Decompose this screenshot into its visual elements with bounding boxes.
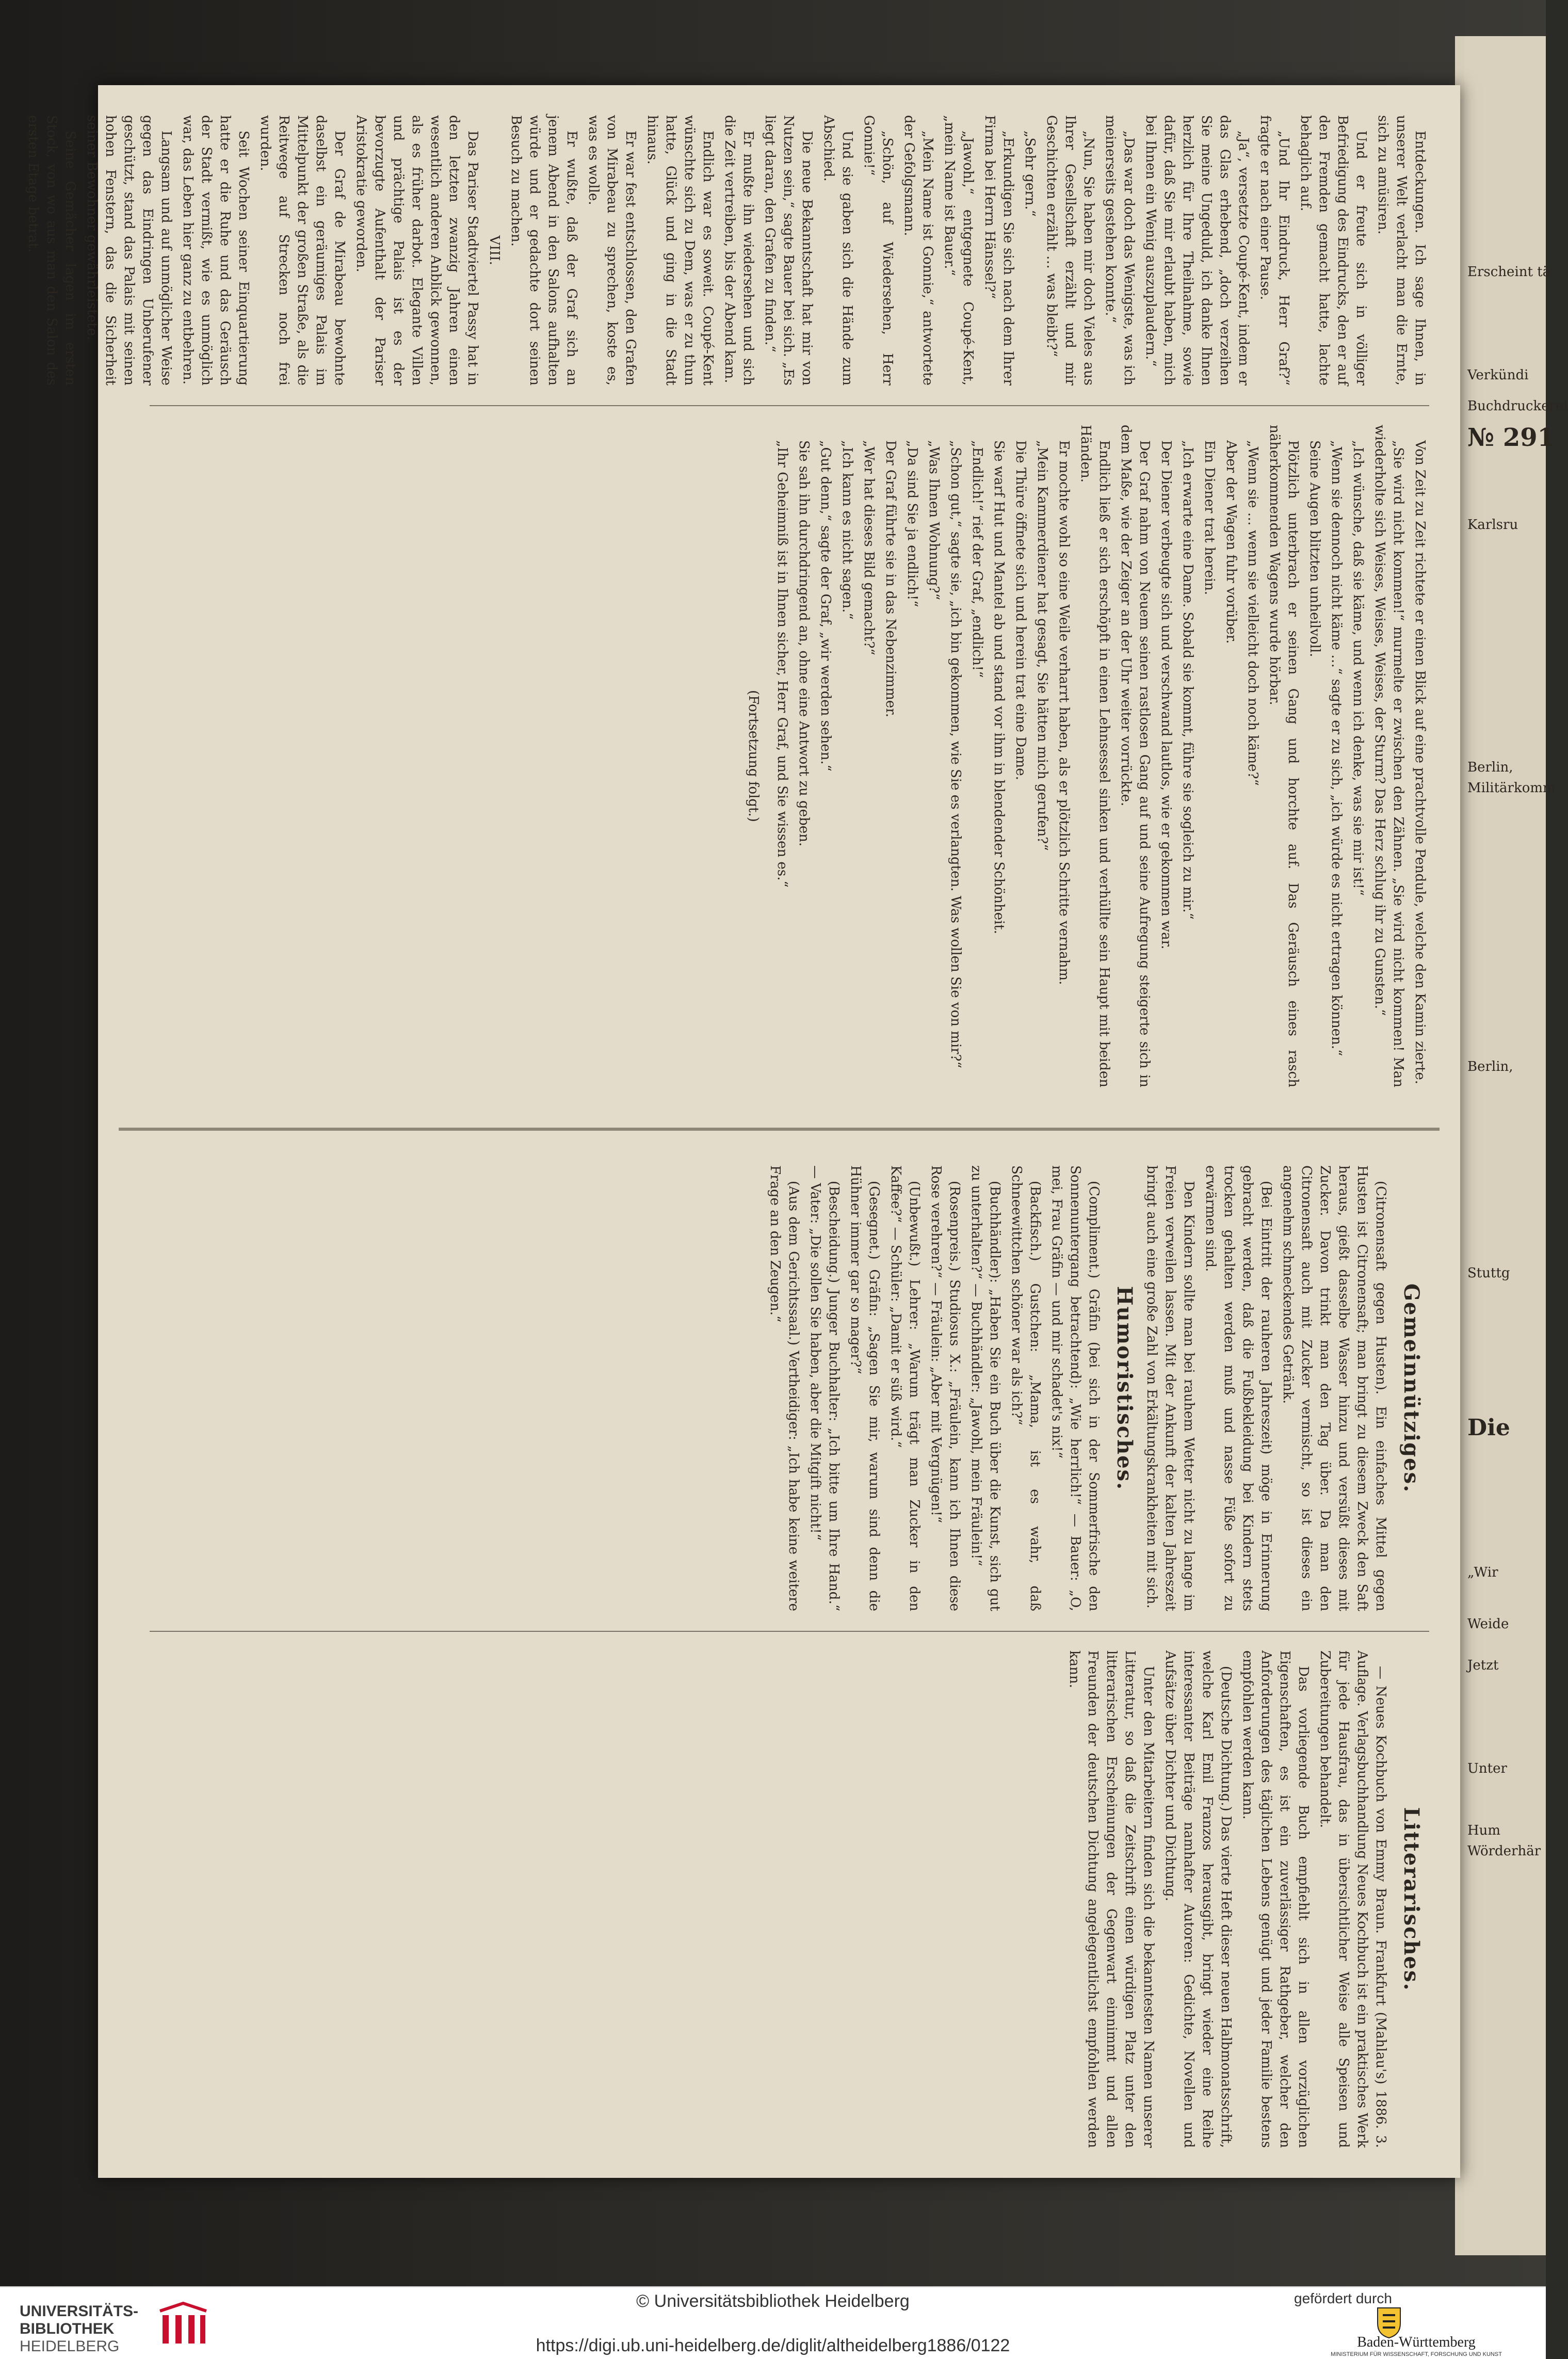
text-column-miscellany — [139, 1156, 1429, 1620]
paragraph: „Mein Name ist Gonnie,“ antwortete der Gefolgsmann. — [901, 115, 935, 386]
paragraph: Er mußte ihn wiedersehen und sich die Zeit vertreiben, bis der Abend kam. — [722, 115, 756, 386]
joke-paragraph: (Unbewußt.) Lehrer: „Warum trägt man Zucker in den Kaffee?“ — Schüler: „Damit er süß wird.“ — [888, 1165, 922, 1611]
paragraph: Ein Diener trat herein. — [1202, 440, 1217, 596]
paragraph: „Was Ihnen Wohnung?“ — [926, 440, 942, 600]
paragraph: „Schön, auf Wiedersehen, Herr Gonnie!“ — [861, 115, 895, 386]
paragraph: „Wer hat dieses Bild gemacht?“ — [861, 440, 877, 655]
paragraph: Der Graf führte sie in das Nebenzimmer. — [883, 440, 898, 717]
page-fold — [119, 1128, 1440, 1131]
paragraph: „Mein Kammerdiener hat gesagt, Sie hätten mich gerufen?“ — [1034, 440, 1050, 851]
text-column-serial-2 — [139, 415, 1429, 1097]
paragraph: Der Graf de Mirabeau bewohnte daselbst ein geräumiges Palais im Mittelpunkt der großen Straße, als die Reitwege auf Strecken noch frei wurden. — [257, 115, 347, 386]
paragraph: „Erkundigen Sie sich nach dem Ihrer Firma bei Herrn Hänssel?“ — [982, 115, 1016, 386]
paragraph: Entdeckungen. Ich sage Ihnen, in unserer Welt verlacht man die Ernte, sich zu amüsiren. — [1375, 115, 1428, 386]
joke-paragraph: (Compliment.) Gräfin (bei sich in der Sommerfrische den Sonnenuntergang betrachtend): „Wie herrlich!“ — Bauer: „O, mei, Frau Gräfin — und mir schadet's nix!“ — [1049, 1165, 1102, 1611]
paragraph: (Citronensaft gegen Husten). Ein einfaches Mittel gegen Husten ist Citronensaft; man bringt zu diesem Zweck den Saft heraus, gießt dasselbe Wasser hinzu und versüßt dieses mit Zucker. Davon trinkt man den Tag über. Da man den Citronensaft auch mit Zucker vermischt, so ist dieses ein angenehm schmeckendes Getränk. — [1280, 1165, 1388, 1611]
paragraph: „Jawohl,“ entgegnete Coupé-Kent, „mein Name ist Bauer.“ — [942, 115, 976, 386]
library-name-line: BIBLIOTHEK — [20, 2320, 115, 2337]
joke-paragraph: (Bescheidung.) Junger Buchhalter: „Ich bitte um Ihre Hand.“ — Vater: „Die sollen Sie haben, aber die Mitgift nicht!“ — [807, 1165, 842, 1611]
paragraph: Die neue Bekanntschaft hat mir von Nutzen sein,“ sagte Bauer bei sich. „Es liegt daran, den Grafen zu finden.“ — [762, 115, 815, 386]
strip-text: Jetzt — [1467, 1658, 1499, 1673]
rotated-page-content — [25, 85, 1460, 2178]
paragraph: Seit Wochen seiner Einquartierung hatte er die Ruhe und das Geräusch der Stadt vermißt, wie es unmöglich war, das Leben hier ganz zu entbehren. — [180, 115, 251, 386]
strip-text: Hum — [1467, 1823, 1501, 1838]
strip-text: Die — [1467, 1415, 1510, 1441]
paragraph: „Nun, Sie haben mir doch Vieles aus Ihrer Gesellschaft erzählt und mir Geschichten erzählt … was bleibt?“ — [1044, 115, 1096, 386]
strip-text: Berlin, — [1467, 1059, 1513, 1074]
paragraph: Seine Augen blitzten unheilvoll. — [1307, 440, 1322, 657]
paragraph: Aber der Wagen fuhr vorüber. — [1223, 440, 1239, 644]
strip-text: „Wir — [1467, 1565, 1498, 1580]
paragraph: Seine Gemächer lagen im ersten Stock, von wo aus man den Salon des ersten Etage betrat. — [25, 115, 78, 386]
paragraph: Das Pariser Stadtviertel Passy hat in den letzten zwanzig Jahren einen wesentlich anderen Anblick gewonnen, als es früher darbot. Elegante Villen und prächtige Palais ist es der bevorzugte Aufenthalt der Pariser Aristokratie geworden. — [353, 115, 480, 386]
column-divider — [150, 405, 1429, 406]
strip-text: Unter — [1467, 1761, 1507, 1776]
strip-text: Stuttg — [1467, 1265, 1510, 1281]
strip-issue-number: № 291 — [1467, 423, 1555, 452]
joke-paragraph: (Backfisch.) Gustchen: „Mama, ist es wahr, daß Schneewittchen schöner war als ich?“ — [1009, 1165, 1043, 1611]
paragraph: „Schon gut,“ sagte sie, „ich bin gekommen, wie Sie es verlangten. Was wollen Sie von mir?“ — [948, 440, 963, 1068]
paragraph: „Endlich!“ rief der Graf, „endlich!“ — [969, 440, 985, 678]
paragraph: Die Thüre öffnete sich und herein trat eine Dame. — [1013, 440, 1028, 780]
ministry-name: MINISTERIUM FÜR WISSENSCHAFT, FORSCHUNG UND KUNST — [1331, 2351, 1502, 2357]
paragraph: (Deutsche Dichtung.) Das vierte Heft dieser neuen Halbmonatsschrift, welche Karl Emil Franzos herausgibt, bringt wieder eine Reihe interessanter Beiträge namhafter Autoren: Gedichte, Novellen und Aufsätze über Dichter und Dichtung. — [1162, 1650, 1234, 2148]
paragraph: Sie warf Hut und Mantel ab und stand vor ihm in blendender Schönheit. — [991, 440, 1007, 935]
paragraph: Endlich war es soweit. Coupé-Kent wünschte sich zu Dem, was er zu thun hatte, Glück und ging in die Stadt hinaus. — [644, 115, 716, 386]
text-column-serial-1 — [25, 106, 1429, 395]
paragraph: Den Kindern sollte man bei rauhem Wetter nicht zu lange im Freien verweilen lassen. Mit der Ankunft der kalten Jahreszeit bringt auch eine große Zahl von Erkältungskrankheiten mit sich. — [1144, 1165, 1197, 1611]
section-numeral: VIII. — [487, 235, 502, 265]
page-url-link[interactable]: https://digi.ub.uni-heidelberg.de/diglit/altheidelberg1886/0122 — [536, 2336, 1010, 2355]
paragraph: „Und Ihr Eindruck, Herr Graf?“ fragte er nach einer Pause. — [1257, 115, 1291, 386]
paragraph: „Gut denn,“ sagte der Graf, „wir werden sehen.“ — [818, 440, 833, 772]
strip-text: Karlsru — [1467, 517, 1518, 533]
section-heading-humoristisches: Humoristisches. — [1112, 1286, 1137, 1491]
paragraph: Und er freute sich in völliger Befriedigung des Eindrucks, den er auf den Fremden gemacht hatte, lachte behaglich auf. — [1298, 115, 1369, 386]
library-name-line: HEIDELBERG — [20, 2338, 120, 2355]
paragraph: „Ja“, versetzte Coupé-Kent, indem er das Glas erhebend, „doch verzeihen Sie meine Ungeduld, ich danke Ihnen herzlich für Ihre Theilnahme, sowie dafür, daß Sie mir erlaubt haben, mich bei Ihnen ein Wenig auszuplaudern.“ — [1143, 115, 1251, 386]
joke-paragraph: (Aus dem Gerichtssaal.) Vertheidiger: „Ich habe keine weitere Frage an den Zeugen.“ — [767, 1165, 801, 1611]
joke-paragraph: (Rosenpreis.) Studiosus X.: „Fräulein, kann ich Ihnen diese Rose verehren?“ — Fräulein: „Aber mit Vergnügen!“ — [928, 1165, 962, 1611]
paragraph: — Neues Kochbuch von Emmy Braun. Frankfurt (Mahlau's) 1886. 3. Auflage. Verlagsbuchhandlung Neues Kochbuch ist ein praktisches Werk für jede Hausfrau, das in übersichtlicher Weise alle Speisen und Zubereitungen behandelt. — [1317, 1650, 1388, 2148]
paragraph: „Wenn sie dennoch nicht käme …“ sagte er zu sich, „ich würde es nicht ertragen können.“ — [1329, 440, 1344, 1056]
paragraph: Langsam und auf unmöglicher Weise gegen das Eindringen Unberufener geschützt, stand das Palais mit seinen hohen Fenstern, das die Sicherheit seiner Bewohner gewährleistete. — [84, 115, 174, 386]
adjacent-page-strip — [1464, 36, 1568, 2250]
paragraph: „Wenn sie … wenn sie vielleicht doch noch käme?“ — [1245, 440, 1260, 786]
strip-text: Buchdruckerei — [1467, 398, 1568, 414]
paragraph: Das vorliegende Buch empfiehlt sich in allen vorzüglichen Eigenschaften, es ist ein zuverlässiger Rathgeber, welcher den Anforderungen des täglichen Lebens genügt und jeder Familie bestens empfohlen werden kann. — [1240, 1650, 1311, 2148]
page-half-bottom — [98, 1146, 1460, 2178]
section-heading-gemeinnuetziges: Gemeinnütziges. — [1399, 1283, 1424, 1494]
paragraph: Er mochte wohl so eine Weile verharrt haben, als er plötzlich Schritte vernahm. — [1056, 440, 1072, 985]
paragraph: „Da sind Sie ja endlich!“ — [904, 440, 920, 607]
strip-text: Verkündi — [1467, 367, 1529, 383]
paragraph: „Das war doch das Wenigste, was ich meinerseits gestehen konnte.“ — [1103, 115, 1137, 386]
viewer-footer — [0, 2286, 1546, 2359]
funding-label: gefördert durch — [1294, 2290, 1392, 2306]
paragraph: „Ich wünsche, daß sie käme, und wenn ich denke, was sie mir ist!“ — [1350, 440, 1366, 896]
library-name-line: UNIVERSITÄTS- — [20, 2303, 139, 2320]
paragraph: Und sie gaben sich die Hände zum Abschied. — [821, 115, 855, 386]
newspaper-page — [25, 85, 1460, 2178]
paragraph: Der Diener verbeugte sich und verschwand lautlos, wie er gekommen war. — [1158, 440, 1174, 950]
paragraph: „Ihr Geheimniß ist in Ihnen sicher, Herr Graf, und Sie wissen es.“ — [774, 440, 790, 888]
paragraph: Er war fest entschlossen, den Grafen von Mirabeau zu sprechen, koste es, was es wolle. — [586, 115, 638, 386]
section-heading-litterarisches: Litterarisches. — [1399, 1807, 1424, 1992]
text-column-literature — [139, 1641, 1429, 2157]
paragraph: „Sehr gern.“ — [1022, 131, 1038, 217]
joke-paragraph: (Gesegnet.) Gräfin: „Sagen Sie mir, warum sind denn die Hühner immer gar so mager?“ — [848, 1165, 882, 1611]
paragraph: Endlich ließ er sich erschöpft in einen Lehnsessel sinken und verhüllte sein Haupt mit beiden Händen. — [1078, 425, 1112, 1087]
paragraph: Von Zeit zu Zeit richtete er einen Blick auf eine prachtvolle Pendule, welche den Kamin zierte. — [1412, 440, 1428, 1084]
continuation-note: (Fortsetzung folgt.) — [746, 690, 761, 822]
paragraph: Plötzlich unterbrach er seinen Gang und horchte auf. Das Geräusch eines rasch näherkommenden Wagens wurde hörbar. — [1267, 425, 1301, 1087]
paragraph: Sie sah ihn durchdringend an, ohne eine Antwort zu geben. — [796, 440, 812, 847]
column-divider — [150, 1631, 1429, 1632]
paragraph: „Sie wird nicht kommen!“ murmelte er zwischen den Zähnen. „Sie wird nicht kommen! Man wiederholte sich Weises, Weises, Weises, der Sturm? Das Herz schlug ihr zu Gunsten.“ — [1372, 425, 1406, 1087]
paragraph: Unter den Mitarbeitern finden sich die bekanntesten Namen unserer Litteratur, so daß die Zeitschrift einen würdigen Platz unter den litterarischen Erscheinungen der Gegenwart einnimmt und allen Freunden der deutschen Dichtung angelegentlichst empfohlen werden kann. — [1066, 1650, 1156, 2148]
joke-paragraph: (Buchhändler): „Haben Sie ein Buch über die Kunst, sich gut zu unterhalten?“ — Buchhändler: „Jawohl, mein Fräulein!“ — [968, 1165, 1003, 1611]
paragraph: Er wußte, daß der Graf sich an jenem Abend in den Salons aufhalten würde und er gedachte dort seinen Besuch zu machen. — [508, 115, 579, 386]
state-name: Baden-Württemberg — [1357, 2334, 1476, 2350]
paragraph: „Ich kann es nicht sagen.“ — [839, 440, 855, 620]
copyright-notice: © Universitätsbibliothek Heidelberg — [636, 2291, 910, 2311]
strip-text: Wörderhär — [1467, 1843, 1541, 1859]
strip-text: Weide — [1467, 1616, 1509, 1632]
page-half-top — [25, 85, 1460, 1117]
paragraph: „Ich erwarte eine Dame. Sobald sie kommt, führe sie sogleich zu mir.“ — [1180, 440, 1195, 920]
paragraph: Der Graf nahm von Neuem seinen rastlosen Gang auf und seine Aufregung steigerte sich in dem Maße, wie der Zeiger an der Uhr weiter vorrückte. — [1118, 425, 1152, 1087]
strip-text: Berlin, — [1467, 760, 1513, 775]
strip-text: Militärkomm — [1467, 780, 1556, 796]
paragraph: (Bei Eintritt der rauheren Jahreszeit) möge in Erinnerung gebracht werden, daß die Fußbekleidung bei Kindern stets trocken gehalten werden muß und nasse Füße sofort zu erwärmen sind. — [1203, 1165, 1274, 1611]
strip-text: Erscheint tä — [1467, 264, 1551, 280]
